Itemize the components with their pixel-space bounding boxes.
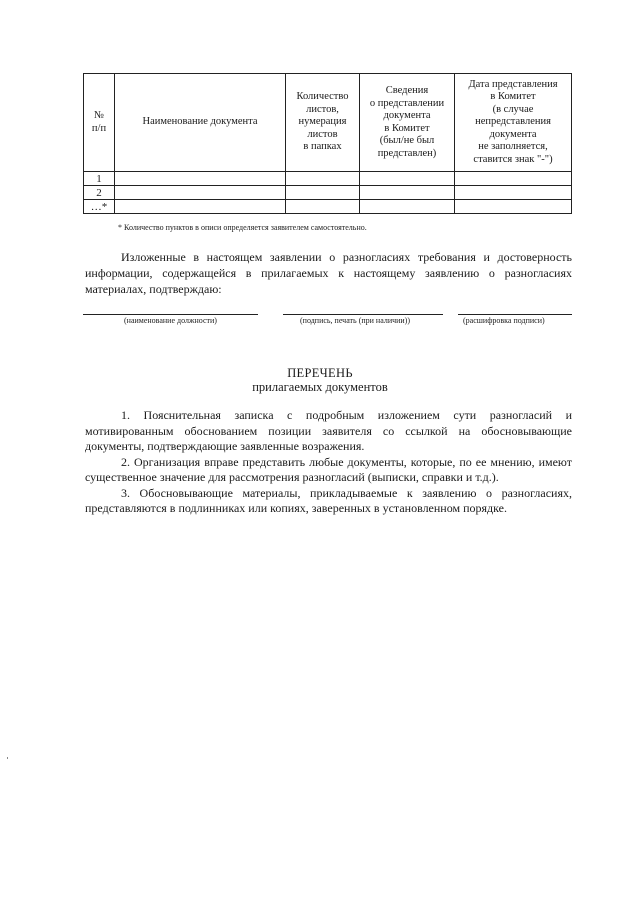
table-row xyxy=(84,186,572,200)
header-line: Сведения xyxy=(385,85,429,96)
header-line: Дата представления xyxy=(468,78,558,90)
table-row xyxy=(84,200,572,214)
header-line: в папках xyxy=(303,141,342,153)
table-cell xyxy=(455,186,572,200)
header-line: в Комитет xyxy=(490,91,536,103)
header-line: листов, xyxy=(306,103,339,115)
table-cell xyxy=(286,200,360,214)
list-item: 2. Организация вправе представить любые документы, которые, по ее мнению, имеют существенное значение для рассмотрения разногласий (выписки, справки и т.д.). xyxy=(85,454,572,484)
header-sheet-count xyxy=(286,74,360,172)
header-line: представлен) xyxy=(377,147,437,159)
table-cell xyxy=(360,186,455,200)
header-line: непредставления xyxy=(475,116,551,128)
header-line: (в случае xyxy=(492,103,534,115)
header-line: листов xyxy=(307,128,338,140)
list-subtitle: прилагаемых документов xyxy=(252,380,388,394)
header-line: документа xyxy=(383,110,431,121)
list-title: ПЕРЕЧЕНЬ xyxy=(287,366,353,380)
table-cell xyxy=(286,186,360,200)
signature-line xyxy=(283,314,443,315)
table-cell xyxy=(115,172,286,186)
table-cell xyxy=(455,172,572,186)
table-header-row xyxy=(84,74,572,172)
position-caption: (наименование должности) xyxy=(124,316,217,325)
header-line: нумерация xyxy=(298,116,347,128)
row-number: 2 xyxy=(84,186,115,200)
table-row xyxy=(84,172,572,186)
attached-documents-list xyxy=(85,408,572,517)
header-submission-date xyxy=(455,74,572,172)
header-line: в Комитет xyxy=(384,122,430,134)
row-number: …* xyxy=(84,200,115,214)
header-document-name: Наименование документа xyxy=(115,74,286,172)
header-line: не заполняется, xyxy=(478,141,548,153)
header-submission-info xyxy=(360,74,455,172)
list-item: 3. Обосновывающие материалы, прикладываемые к заявлению о разногласиях, представляются в подлинниках или копиях, заверенных в установленном порядке. xyxy=(85,485,572,515)
list-item: 1. Пояснительная записка с подробным изложением сути разногласий и мотивированным обоснованием позиции заявителя со ссылкой на обосновывающие документы, подтверждающие заявленные возражения. xyxy=(85,408,572,453)
table-cell xyxy=(360,200,455,214)
header-number xyxy=(84,74,115,172)
row-number: 1 xyxy=(84,172,115,186)
scan-margin-mark xyxy=(7,757,8,759)
confirmation-paragraph: Изложенные в настоящем заявлении о разногласиях требования и достоверность информации, содержащейся в прилагаемых к настоящему заявлению о разногласиях материалах, подтверждаю: xyxy=(85,250,572,296)
table-cell xyxy=(286,172,360,186)
header-line: Количество xyxy=(296,91,349,103)
decoding-caption: (расшифровка подписи) xyxy=(463,316,545,325)
header-number-abbr: п/п xyxy=(91,122,107,134)
header-number-sign: № xyxy=(93,110,105,121)
header-line: о представлении xyxy=(369,97,445,109)
header-line: (был/не был xyxy=(379,135,435,146)
documents-inventory-table xyxy=(83,73,572,214)
table-cell xyxy=(455,200,572,214)
table-cell xyxy=(360,172,455,186)
header-line: документа xyxy=(489,128,537,140)
header-line: ставится знак "-") xyxy=(473,153,553,165)
table-footnote: * Количество пунктов в описи определяется заявителем самостоятельно. xyxy=(118,223,367,232)
table-cell xyxy=(115,186,286,200)
signature-caption: (подпись, печать (при наличии)) xyxy=(300,316,411,325)
table-cell xyxy=(115,200,286,214)
position-signature-line xyxy=(83,314,258,315)
decoding-signature-line xyxy=(458,314,572,315)
